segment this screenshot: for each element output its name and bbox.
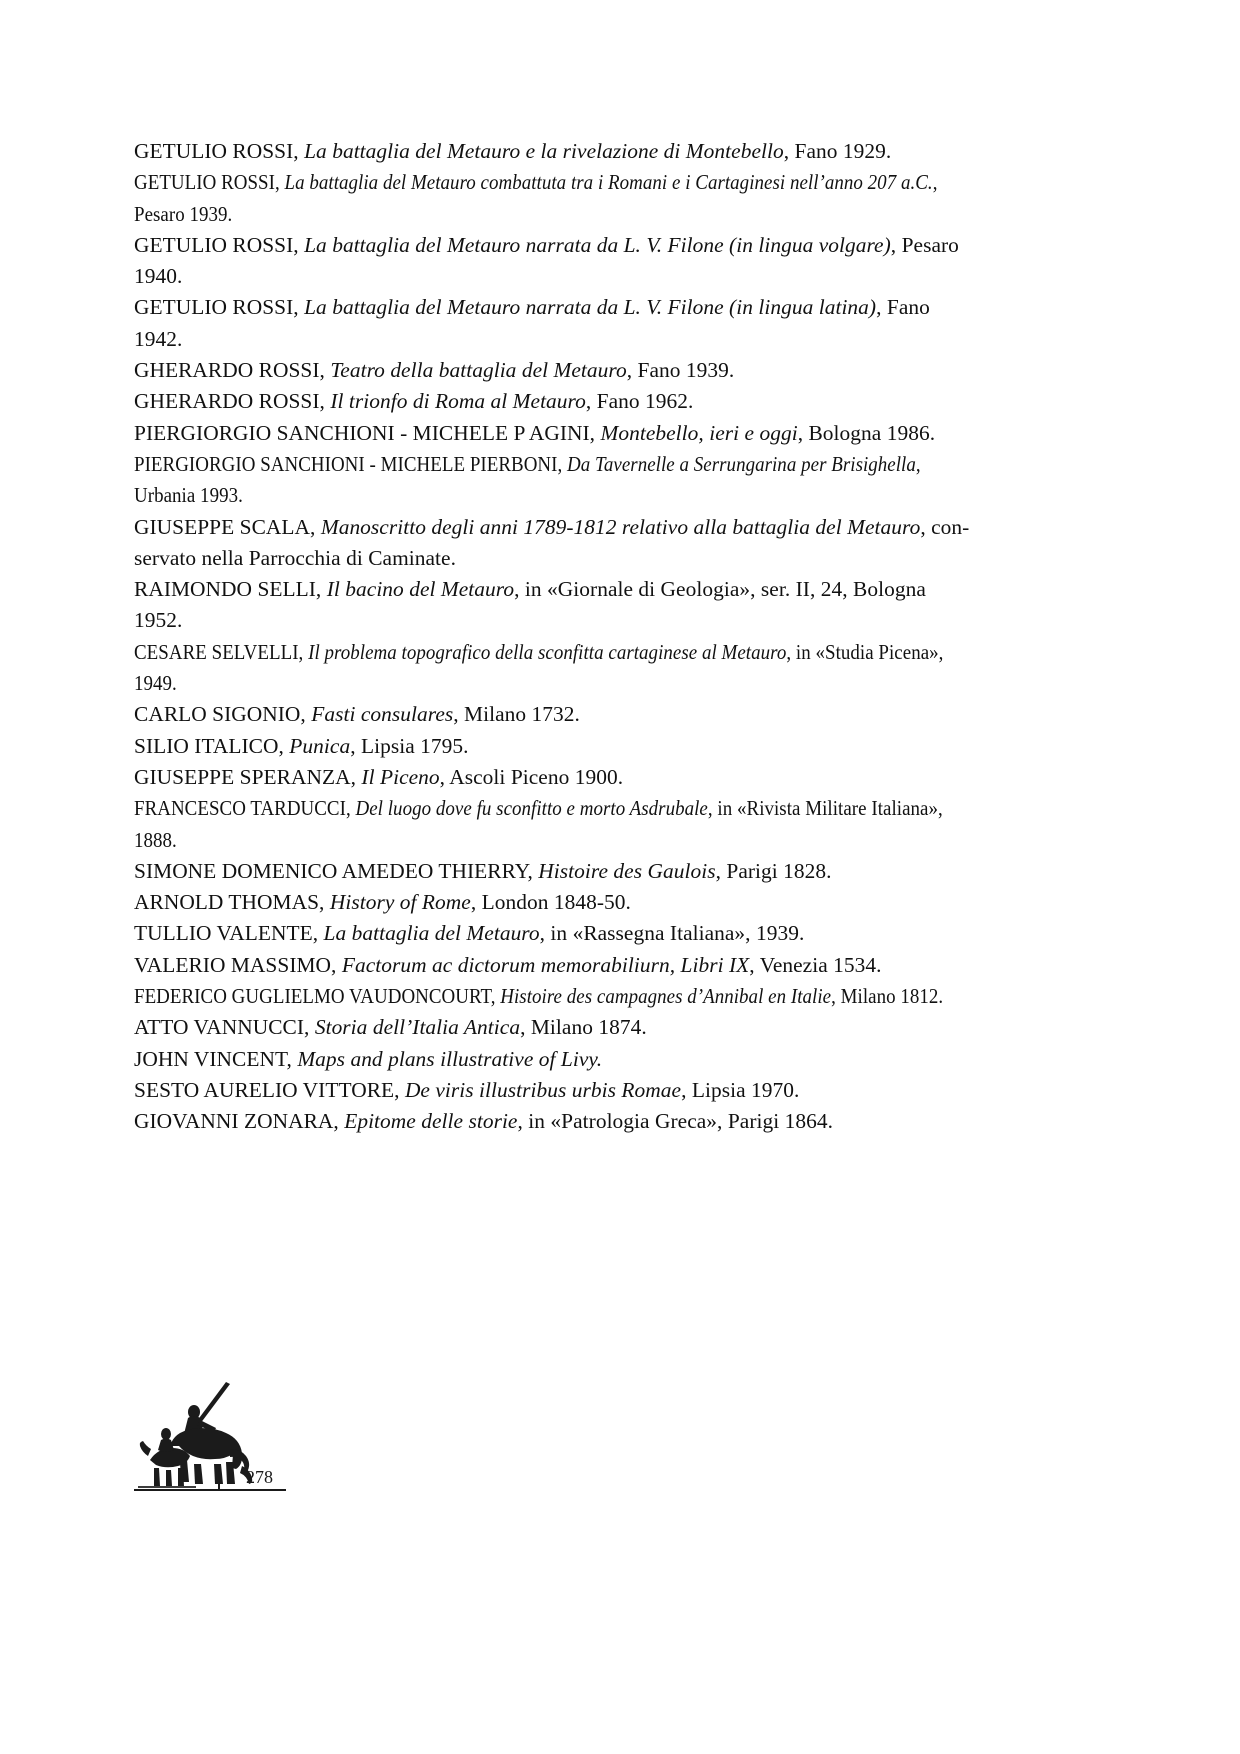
entry-title: Montebello, ieri e oggi bbox=[600, 420, 798, 445]
bibliography-entry bbox=[134, 449, 970, 512]
entry-imprint: , in «Giornale di Geologia», ser. II, 24, Bologna 1952. bbox=[134, 577, 926, 633]
entry-imprint: , in «Studia Picena», 1949. bbox=[134, 639, 944, 696]
bibliography-entry bbox=[134, 230, 970, 293]
bibliography-entry bbox=[134, 512, 970, 575]
entry-title: Manoscritto degli anni 1789-1812 relativo alla battaglia del Metauro bbox=[320, 514, 921, 539]
entry-title: La battaglia del Metauro e la rivelazione di Montebello bbox=[304, 139, 784, 163]
bibliography-entry bbox=[134, 918, 970, 949]
bibliography-entry bbox=[134, 762, 970, 793]
entry-title: Factorum ac dictorum memorabiliurn, Libri IX bbox=[341, 952, 750, 977]
bibliography-entry bbox=[134, 950, 970, 981]
entry-imprint: , con-servato nella Parrocchia di Caminate. bbox=[134, 514, 970, 570]
entry-imprint: , Fano 1962. bbox=[585, 389, 694, 414]
entry-title: La battaglia del Metauro narrata da L. V. Filone (in lingua volgare) bbox=[304, 232, 891, 257]
entry-author: FEDERICO GUGLIELMO VAUDONCOURT, bbox=[134, 984, 496, 1009]
entry-author: GETULIO ROSSI, bbox=[134, 139, 299, 163]
entry-imprint: , Fano 1929. bbox=[783, 139, 892, 163]
entry-author: VALERIO MASSIMO, bbox=[134, 952, 337, 977]
entry-author: CESARE SELVELLI, bbox=[134, 639, 304, 664]
footer-divider-tick bbox=[218, 1468, 220, 1490]
bibliography-entry bbox=[134, 386, 970, 417]
entry-author: GETULIO ROSSI, bbox=[134, 232, 299, 257]
entry-imprint: , Milano 1874. bbox=[520, 1015, 647, 1040]
entry-title: History of Rome bbox=[329, 890, 471, 915]
entry-imprint: , Lipsia 1970. bbox=[681, 1077, 800, 1102]
entry-imprint: , Parigi 1828. bbox=[715, 858, 832, 883]
entry-author: ATTO VANNUCCI, bbox=[134, 1015, 310, 1040]
entry-imprint: , in «Rivista Militare Italiana», 1888. bbox=[134, 796, 943, 852]
bibliography-entry bbox=[134, 574, 970, 637]
entry-author: GETULIO ROSSI, bbox=[134, 295, 299, 320]
bibliography-entry bbox=[134, 699, 970, 730]
entry-imprint: , Pesaro 1940. bbox=[134, 232, 959, 289]
bibliography-entry bbox=[134, 1044, 970, 1075]
entry-author: GHERARDO ROSSI, bbox=[134, 389, 325, 414]
entry-imprint: , Lipsia 1795. bbox=[350, 733, 469, 758]
entry-title: Punica bbox=[289, 733, 351, 758]
entry-title: Del luogo dove fu sconfitto e morto Asdrubale bbox=[355, 796, 708, 821]
bibliography-entry bbox=[134, 1106, 970, 1137]
entry-title: Da Tavernelle a Serrungarina per Brisighella bbox=[567, 451, 916, 476]
entry-author: CARLO SIGONIO, bbox=[134, 702, 306, 727]
entry-author: SESTO AURELIO VITTORE, bbox=[134, 1077, 400, 1102]
entry-title: Storia dell’Italia Antica bbox=[314, 1015, 521, 1040]
entry-imprint: , Milano 1812. bbox=[831, 984, 944, 1009]
entry-title: Il Piceno bbox=[361, 764, 440, 789]
bibliography-entry bbox=[134, 731, 970, 762]
entry-imprint: , in «Rassegna Italiana», 1939. bbox=[539, 921, 805, 946]
entry-author: FRANCESCO TARDUCCI, bbox=[134, 796, 351, 821]
entry-title: De viris illustribus urbis Romae bbox=[404, 1077, 682, 1102]
entry-author: TULLIO VALENTE, bbox=[134, 921, 319, 946]
page-number: 278 bbox=[246, 1467, 273, 1487]
entry-title: Il problema topografico della sconfitta cartaginese al Metauro bbox=[308, 639, 787, 664]
entry-title: La battaglia del Metauro narrata da L. V. Filone (in lingua latina) bbox=[304, 295, 877, 320]
entry-title: Histoire des campagnes d’Annibal en Italie bbox=[500, 984, 832, 1009]
entry-title: La battaglia del Metauro combattuta tra i Romani e i Cartaginesi nell’anno 207 a.C. bbox=[284, 170, 933, 195]
entry-title: Maps and plans illustrative of Livy. bbox=[297, 1046, 603, 1071]
entry-title: Il bacino del Metauro bbox=[326, 577, 515, 602]
bibliography-entry bbox=[134, 136, 970, 167]
entry-author: PIERGIORGIO SANCHIONI - MICHELE PIERBONI, bbox=[134, 451, 563, 476]
entry-title: Fasti consulares bbox=[311, 702, 454, 727]
entry-author: GIUSEPPE SCALA, bbox=[134, 514, 316, 539]
bibliography-entry bbox=[134, 1075, 970, 1106]
entry-imprint: , Milano 1732. bbox=[453, 702, 580, 727]
bibliography-entry bbox=[134, 1012, 970, 1043]
entry-imprint: , London 1848-50. bbox=[470, 890, 631, 915]
bibliography-entry bbox=[134, 167, 970, 230]
entry-author: RAIMONDO SELLI, bbox=[134, 577, 322, 602]
entry-author: GIOVANNI ZONARA, bbox=[134, 1109, 339, 1134]
entry-imprint: , in «Patrologia Greca», Parigi 1864. bbox=[517, 1109, 833, 1134]
entry-title: Epitome delle storie bbox=[344, 1109, 518, 1134]
bibliography-entry bbox=[134, 355, 970, 386]
entry-imprint: , Fano 1939. bbox=[626, 358, 735, 383]
elephant-and-cavalry-silhouette-icon bbox=[130, 1372, 300, 1502]
bibliography-entry bbox=[134, 418, 970, 449]
entry-author: ARNOLD THOMAS, bbox=[134, 890, 325, 915]
entry-title: Il trionfo di Roma al Metauro bbox=[330, 389, 586, 414]
entry-imprint: , Pesaro 1939. bbox=[134, 170, 938, 226]
bibliography-entry bbox=[134, 887, 970, 918]
bibliography-list bbox=[134, 136, 970, 1138]
entry-author: GETULIO ROSSI, bbox=[134, 170, 280, 195]
bibliography-entry bbox=[134, 637, 970, 700]
bibliography-entry bbox=[134, 793, 970, 856]
entry-imprint: , Urbania 1993. bbox=[134, 451, 921, 508]
bibliography-entry bbox=[134, 981, 970, 1012]
entry-title: La battaglia del Metauro bbox=[323, 921, 540, 946]
entry-imprint: , Bologna 1986. bbox=[797, 420, 936, 445]
entry-imprint: , Fano 1942. bbox=[134, 295, 930, 351]
entry-author: SILIO ITALICO, bbox=[134, 733, 284, 758]
entry-author: JOHN VINCENT, bbox=[134, 1046, 292, 1071]
bibliography-entry bbox=[134, 292, 970, 355]
entry-imprint: , Venezia 1534. bbox=[749, 952, 882, 977]
entry-author: GHERARDO ROSSI, bbox=[134, 358, 325, 383]
entry-author: GIUSEPPE SPERANZA, bbox=[134, 764, 356, 789]
entry-imprint: , Ascoli Piceno 1900. bbox=[439, 764, 624, 789]
footer-divider bbox=[134, 1489, 286, 1491]
entry-author: SIMONE DOMENICO AMEDEO THIERRY, bbox=[134, 858, 533, 883]
entry-title: Histoire des Gaulois bbox=[538, 858, 716, 883]
bibliography-entry bbox=[134, 856, 970, 887]
entry-author: PIERGIORGIO SANCHIONI - MICHELE P AGINI, bbox=[134, 420, 596, 445]
entry-title: Teatro della battaglia del Metauro bbox=[330, 358, 627, 383]
